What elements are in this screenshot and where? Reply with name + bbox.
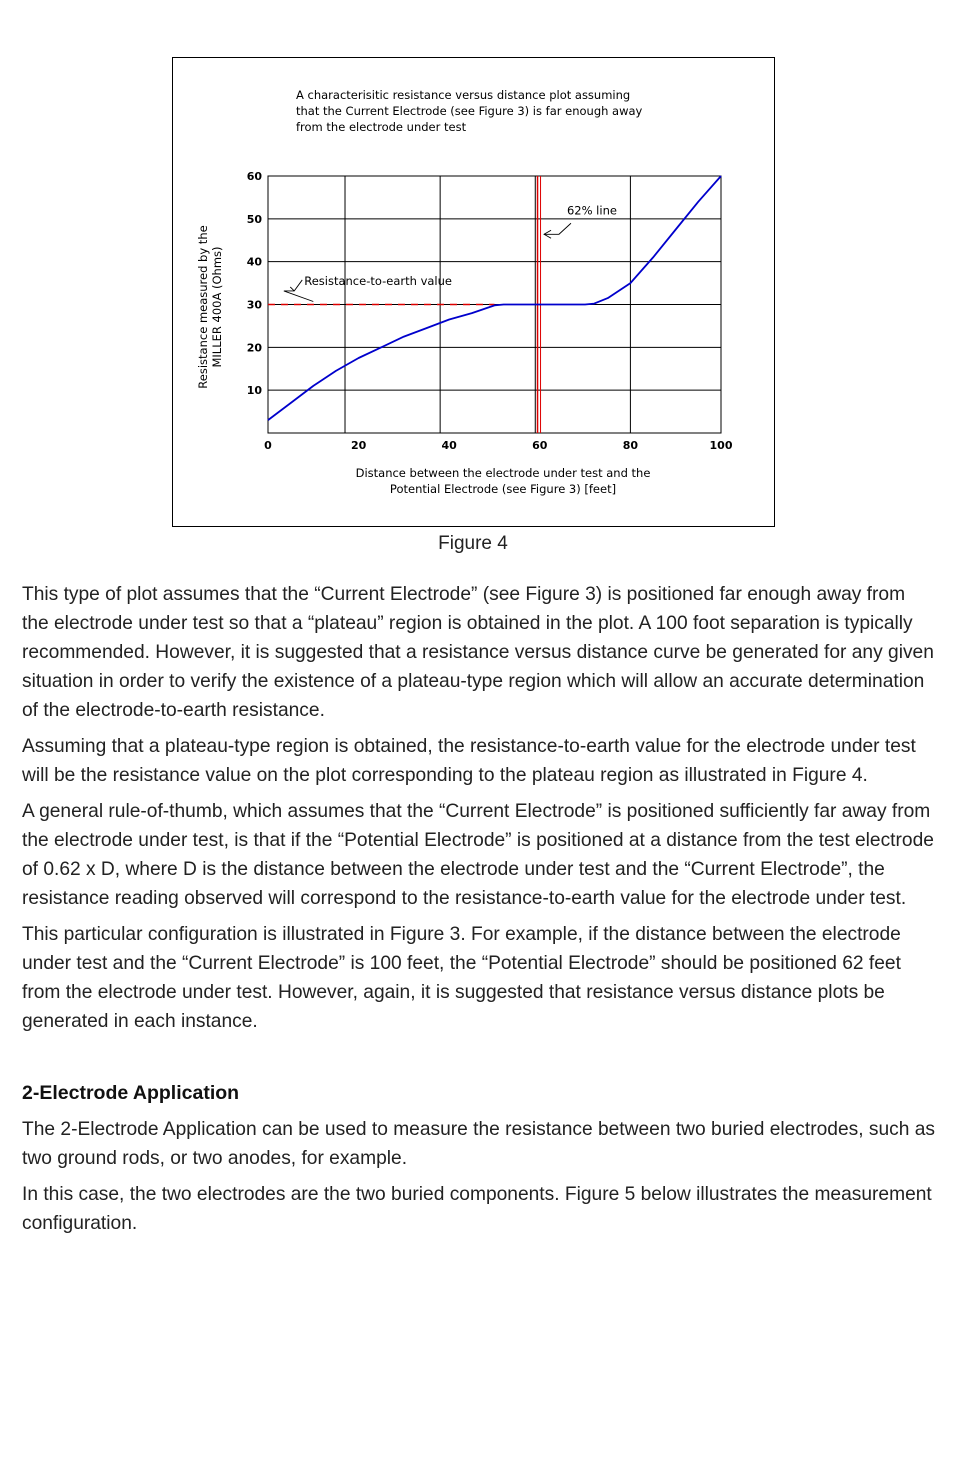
paragraph: Assuming that a plateau-type region is obtained, the resistance-to-earth value for the electrode under test will be the resistance value on the plot corresponding to the plateau region as illustrated in Figure 4.	[22, 736, 916, 786]
y-tick-label: 60	[246, 170, 262, 183]
x-axis-label-line: Potential Electrode (see Figure 3) [feet]	[389, 482, 617, 496]
x-tick-label: 20	[350, 439, 367, 452]
x-tick-label: 0	[264, 439, 272, 452]
annotation-62-leader-line	[544, 223, 571, 234]
x-axis-label-line: Distance between the electrode under test and the	[355, 466, 651, 480]
annotation-62-percent-line: 62% line	[566, 203, 617, 218]
figure-caption: Figure 4	[438, 533, 508, 554]
chart-title-line: that the Current Electrode (see Figure 3) is far enough away	[296, 104, 643, 118]
paragraph: The 2-Electrode Application can be used to measure the resistance between two buried electrodes, such as two ground rods, or two anodes, for example.	[22, 1119, 936, 1169]
chart-title	[296, 88, 643, 134]
y-tick-label: 30	[246, 298, 262, 312]
chart-title-line: A characterisitic resistance versus distance plot assuming	[296, 88, 631, 102]
resistance-curve	[268, 176, 721, 420]
x-tick-label: 80	[622, 439, 639, 452]
figure-4	[172, 57, 775, 527]
paragraph: In this case, the two electrodes are the two buried components. Figure 5 below illustrates the measurement configuration.	[22, 1184, 932, 1234]
section-heading: 2-Electrode Application	[22, 1082, 240, 1104]
paragraph: This particular configuration is illustrated in Figure 3. For example, if the distance between the electrode under test and the “Current Electrode” is 100 feet, the “Potential Electrode” should be positioned 62 feet from the electrode under test. However, again, it is suggested that resistance versus distance plots be generated in each instance.	[22, 924, 901, 1032]
chart-title-line: from the electrode under test	[296, 120, 467, 134]
y-axis-label-line: MILLER 400A (Ohms)	[210, 246, 224, 368]
annotation-resistance-arrowhead	[290, 287, 294, 291]
text-body	[22, 580, 937, 1245]
chart-series	[268, 176, 721, 420]
resistance-distance-chart	[173, 58, 776, 528]
y-tick-label: 20	[246, 341, 262, 355]
paragraph: A general rule-of-thumb, which assumes that the “Current Electrode” is positioned sufficiently far away from the electrode under test, is that if the “Potential Electrode” is positioned at a distance from the test electrode of 0.62 x D, where D is the distance between the electrode under test and the “Current Electrode”, the resistance reading observed will correspond to the resistance-to-earth value for the electrode under test.	[22, 801, 934, 909]
y-tick-label: 50	[246, 212, 262, 226]
y-tick-label: 40	[246, 255, 262, 269]
paragraph: This type of plot assumes that the “Current Electrode” (see Figure 3) is positioned far enough away from the electrode under test so that a “plateau” region is obtained in the plot. A 100 foot separation is typically recommended. However, it is suggested that a resistance versus distance curve be generated for any given situation in order to verify the existence of a plateau-type region which will allow an accurate determination of the electrode-to-earth resistance.	[22, 584, 934, 721]
y-axis-label-line: Resistance measured by the	[196, 225, 210, 389]
chart-annotations	[284, 203, 617, 301]
y-tick-label: 10	[246, 384, 262, 398]
chart-ticks	[247, 170, 733, 452]
annotation-resistance-to-earth: Resistance-to-earth value	[304, 273, 452, 288]
axis-labels	[196, 225, 650, 496]
x-tick-label: 100	[709, 439, 733, 452]
x-tick-label: 40	[441, 439, 457, 452]
x-tick-label: 60	[532, 439, 548, 452]
